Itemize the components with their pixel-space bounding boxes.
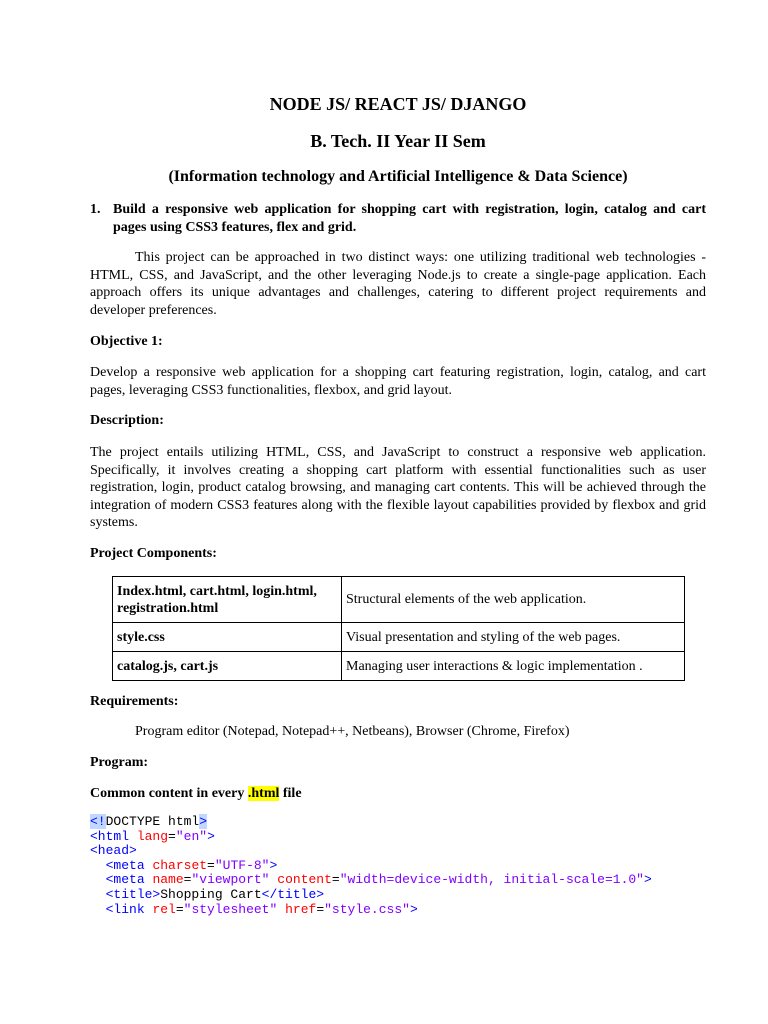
objective-text: Develop a responsive web application for a shopping cart featuring registration, login, catalog, and cart pages, leveraging CSS3 functionalities, flexbox, and grid layout. (90, 365, 706, 398)
code-token: = (316, 901, 325, 917)
requirements-heading: Requirements: (90, 694, 179, 709)
code-token: > (269, 857, 278, 873)
table-cell-file: style.css (113, 623, 342, 652)
intro-paragraph: This project can be approached in two distinct ways: one utilizing traditional web technologies - HTML, CSS, and JavaScript, and the other leveraging Node.js to create a single-page application. Each approach offers its unique advantages and challenges, catering to different project requirements and developer preferences. (90, 250, 706, 318)
code-token: </title> (261, 886, 325, 902)
code-token: > (409, 901, 418, 917)
code-token: "width=device-width, initial-scale=1.0" (339, 872, 644, 888)
code-token: lang (136, 828, 169, 844)
semester-title: B. Tech. II Year II Sem (310, 131, 486, 151)
table-cell-role: Visual presentation and styling of the web pages. (342, 623, 685, 652)
table-cell-file: catalog.js, cart.js (113, 652, 342, 681)
program-heading: Program: (90, 755, 149, 770)
course-title: NODE JS/ REACT JS/ DJANGO (269, 94, 527, 114)
code-token: DOCTYPE html (105, 814, 200, 829)
html-highlight: .html (247, 786, 280, 801)
code-token: "en" (175, 828, 208, 844)
table-row (113, 623, 685, 652)
code-token: <title> (105, 886, 161, 902)
code-token: charset (152, 857, 208, 873)
code-token: <! (90, 814, 106, 829)
table-row (113, 652, 685, 681)
code-token: rel (152, 901, 176, 917)
code-block (90, 815, 652, 917)
code-token: > (207, 828, 215, 844)
code-token: <head> (90, 843, 137, 859)
objective-heading: Objective 1: (90, 334, 163, 349)
code-token: <html (90, 828, 130, 844)
common-content-heading (90, 786, 302, 802)
code-token: <meta (105, 857, 145, 873)
code-token: Shopping Cart (160, 886, 262, 902)
description-heading: Description: (90, 413, 164, 428)
table-cell-role: Structural elements of the web application. (342, 577, 685, 623)
code-token: > (643, 872, 652, 888)
code-token: href (285, 901, 317, 917)
common-suffix: file (279, 786, 302, 801)
components-table (112, 576, 685, 681)
code-token: = (331, 872, 340, 888)
task-number: 1. (90, 202, 101, 217)
code-token: name (152, 872, 184, 888)
code-token: = (168, 828, 176, 844)
code-token: <link (105, 901, 145, 917)
code-token: = (175, 901, 184, 917)
table-cell-role: Managing user interactions & logic implementation . (342, 652, 685, 681)
code-token: "UTF-8" (214, 857, 270, 873)
requirements-text: Program editor (Notepad, Notepad++, Netbeans), Browser (Chrome, Firefox) (135, 724, 570, 739)
code-token: content (277, 872, 332, 888)
task-item (90, 201, 706, 236)
code-token: = (183, 872, 192, 888)
description-text: The project entails utilizing HTML, CSS, and JavaScript to construct a responsive web application. Specifically, it involves creating a shopping cart platform with essential functionalities such as user registration, login, product catalog browsing, and managing cart contents. This will be achieved through the integration of modern CSS3 features along with the flexible layout capabilities provided by flexbox and grid systems. (90, 445, 706, 530)
code-token: > (199, 814, 208, 829)
code-token: "stylesheet" (183, 901, 278, 917)
common-prefix: Common content in every (90, 786, 248, 801)
code-token: "viewport" (191, 872, 270, 888)
code-token: = (207, 857, 215, 873)
code-token: <meta (105, 872, 145, 888)
table-cell-file: Index.html, cart.html, login.html, registration.html (113, 577, 342, 623)
task-text: Build a responsive web application for shopping cart with registration, login, catalog and cart pages using CSS3 features, flex and grid. (113, 202, 706, 235)
branch-title: (Information technology and Artificial Intelligence & Data Science) (168, 168, 628, 185)
code-token: "style.css" (324, 901, 410, 917)
table-row (113, 577, 685, 623)
components-heading: Project Components: (90, 546, 217, 561)
